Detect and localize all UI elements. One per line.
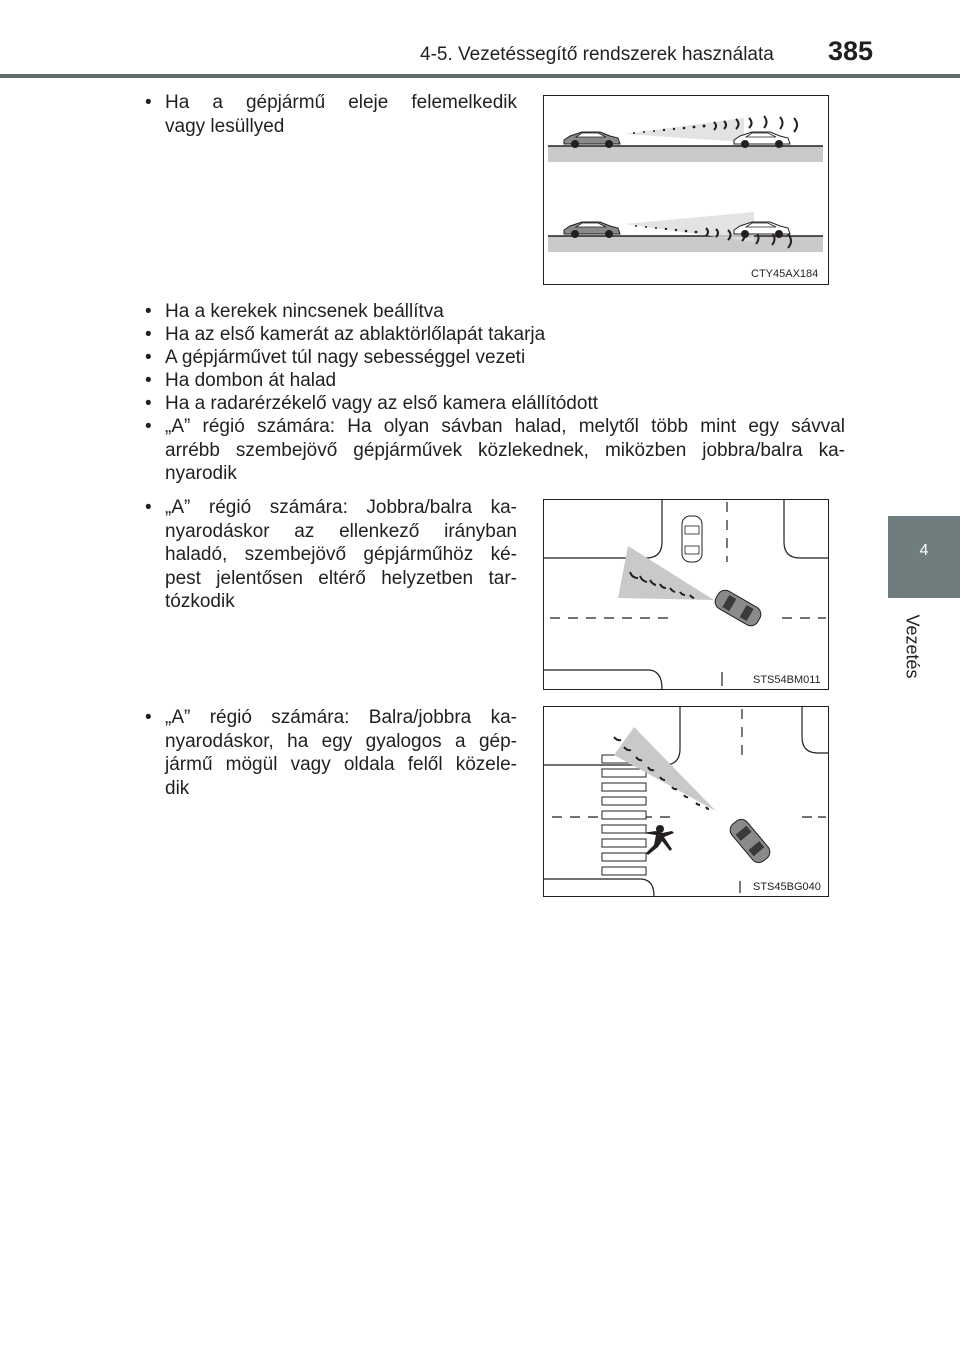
list-item xyxy=(145,392,845,416)
chapter-label xyxy=(900,606,922,686)
bullet-text-line1: „A” régió számára: Jobbra/balra ka- xyxy=(165,497,517,518)
chapter-title: Vezetés xyxy=(902,614,923,679)
bullet-dot: • xyxy=(145,92,152,113)
figure-pedestrian xyxy=(543,706,829,897)
bullet-text-line1: Ha a gépjármű eleje felemelkedik xyxy=(165,92,517,113)
list-item-text: Ha dombon át halad xyxy=(165,370,337,391)
list-item xyxy=(145,300,845,324)
bullet-text-line5: tózkodik xyxy=(165,591,235,612)
chapter-number: 4 xyxy=(919,542,929,559)
figure-code: STS45BG040 xyxy=(753,881,821,893)
bullet-text-line3: haladó, szembejövő gépjárműhöz ké- xyxy=(165,544,517,565)
bullet-pedestrian xyxy=(145,706,517,800)
list-item-text-line3: nyarodik xyxy=(165,463,237,484)
list-item xyxy=(145,346,845,370)
list-item-text-line2: arrébb szembejövő gépjárművek közlekednek, miközben jobbra/balra ka- xyxy=(165,439,845,461)
bullet-dot: • xyxy=(145,707,152,728)
bullet-turn-opposite xyxy=(145,496,517,614)
list-item-text: Ha az első kamerát az ablaktörlőlapát takarja xyxy=(165,324,546,345)
bullet-text-line2: nyarodáskor, ha egy gyalogos a gép- xyxy=(165,730,517,752)
bullet-dot: • xyxy=(145,324,152,345)
list-item-text: Ha a radarérzékelő vagy az első kamera elállítódott xyxy=(165,393,599,414)
bullet-dot: • xyxy=(145,393,152,414)
header-divider xyxy=(0,74,960,78)
bullet-front-raised xyxy=(145,91,517,138)
bullet-text-line1: „A” régió számára: Balra/jobbra ka- xyxy=(165,707,517,728)
figure-turn-opposite xyxy=(543,499,829,690)
list-item xyxy=(145,323,845,347)
list-item-text-line1: „A” régió számára: Ha olyan sávban halad, melytől több mint egy sávval xyxy=(165,416,845,437)
bullet-text-line2: vagy lesüllyed xyxy=(165,115,285,137)
bullet-dot: • xyxy=(145,301,152,322)
bullet-text-line2: nyarodáskor az ellenkező irányban xyxy=(165,520,517,542)
bullet-text-line3: jármű mögül vagy oldala felől közele- xyxy=(165,754,517,775)
bullet-dot: • xyxy=(145,497,152,518)
bullet-dot: • xyxy=(145,370,152,391)
chapter-tab xyxy=(888,516,960,598)
figure-radar-pitch xyxy=(543,95,829,285)
bullet-dot: • xyxy=(145,416,152,437)
list-item-text: A gépjárművet túl nagy sebességgel vezeti xyxy=(165,347,526,368)
list-item-region-a xyxy=(145,415,845,486)
section-title: 4-5. Vezetéssegítő rendszerek használata xyxy=(420,44,774,65)
figure-code: CTY45AX184 xyxy=(751,268,819,280)
page-number: 385 xyxy=(828,36,874,66)
bullet-dot: • xyxy=(145,347,152,368)
list-item xyxy=(145,369,845,393)
bullet-text-line4: pest jelentősen eltérő helyzetben tar- xyxy=(165,567,517,589)
bullet-text-line4: dik xyxy=(165,777,190,799)
list-item-text: Ha a kerekek nincsenek beállítva xyxy=(165,301,444,322)
figure-code: STS54BM011 xyxy=(753,674,821,686)
